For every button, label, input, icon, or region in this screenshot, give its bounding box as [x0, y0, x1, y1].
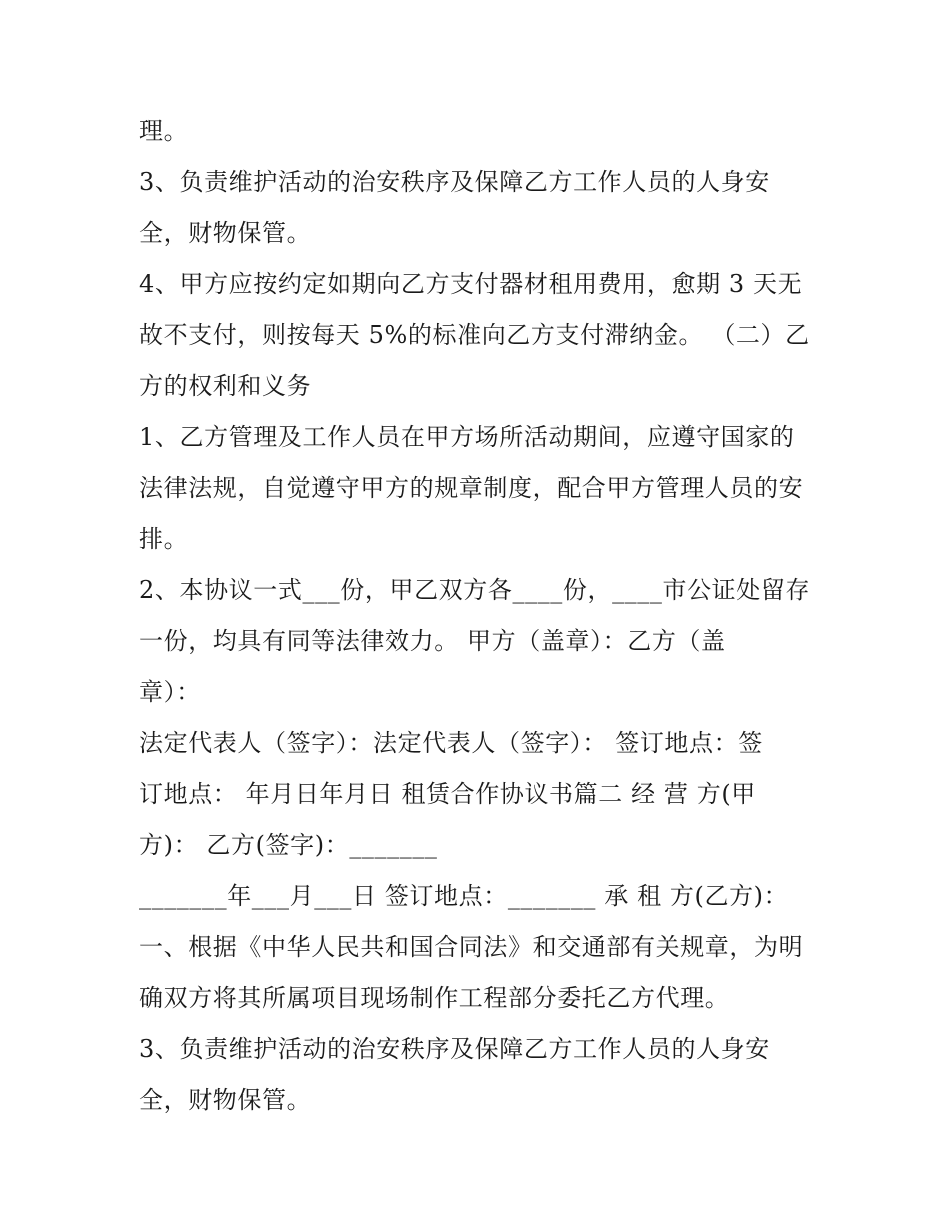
- text-line: 法律法规，自觉遵守甲方的规章制度，配合甲方管理人员的安: [139, 474, 804, 502]
- text-line: 方)： 乙方(签字)：_______: [139, 831, 438, 859]
- text-line: 全，财物保管。: [139, 219, 312, 247]
- text-line: 排。: [139, 525, 189, 553]
- text-line: 全，财物保管。: [139, 1086, 312, 1114]
- text-line: 1、乙方管理及工作人员在甲方场所活动期间，应遵守国家的: [139, 423, 795, 451]
- text-line: 确双方将其所属项目现场制作工程部分委托乙方代理。: [139, 984, 730, 1012]
- text-line: 3、负责维护活动的治安秩序及保障乙方工作人员的人身安: [139, 1035, 770, 1063]
- text-line: 订地点： 年月日年月日 租赁合作协议书篇二 经 营 方(甲: [139, 780, 756, 808]
- text-line: 一份，均具有同等法律效力。 甲方（盖章）：乙方（盖: [139, 627, 726, 655]
- text-line: 故不支付，则按每天 5%的标准向乙方支付滞纳金。 （二）乙: [139, 321, 810, 349]
- text-line: _______年___月___日 签订地点：_______ 承 租 方(乙方)：: [139, 882, 789, 910]
- text-line: 章）：: [139, 678, 201, 706]
- document-body: [139, 106, 829, 1126]
- text-line: 方的权利和义务: [139, 372, 312, 400]
- text-line: 3、负责维护活动的治安秩序及保障乙方工作人员的人身安: [139, 168, 770, 196]
- text-line: 一、根据《中华人民共和国合同法》和交通部有关规章，为明: [139, 933, 804, 961]
- text-line: 2、本协议一式___份，甲乙双方各____份，____市公证处留存: [139, 576, 811, 604]
- text-line: 法定代表人（签字）：法定代表人（签字）： 签订地点：签: [139, 729, 763, 757]
- text-line: 4、甲方应按约定如期向乙方支付器材租用费用，愈期 3 天无: [139, 270, 803, 298]
- text-line: 理。: [139, 117, 189, 145]
